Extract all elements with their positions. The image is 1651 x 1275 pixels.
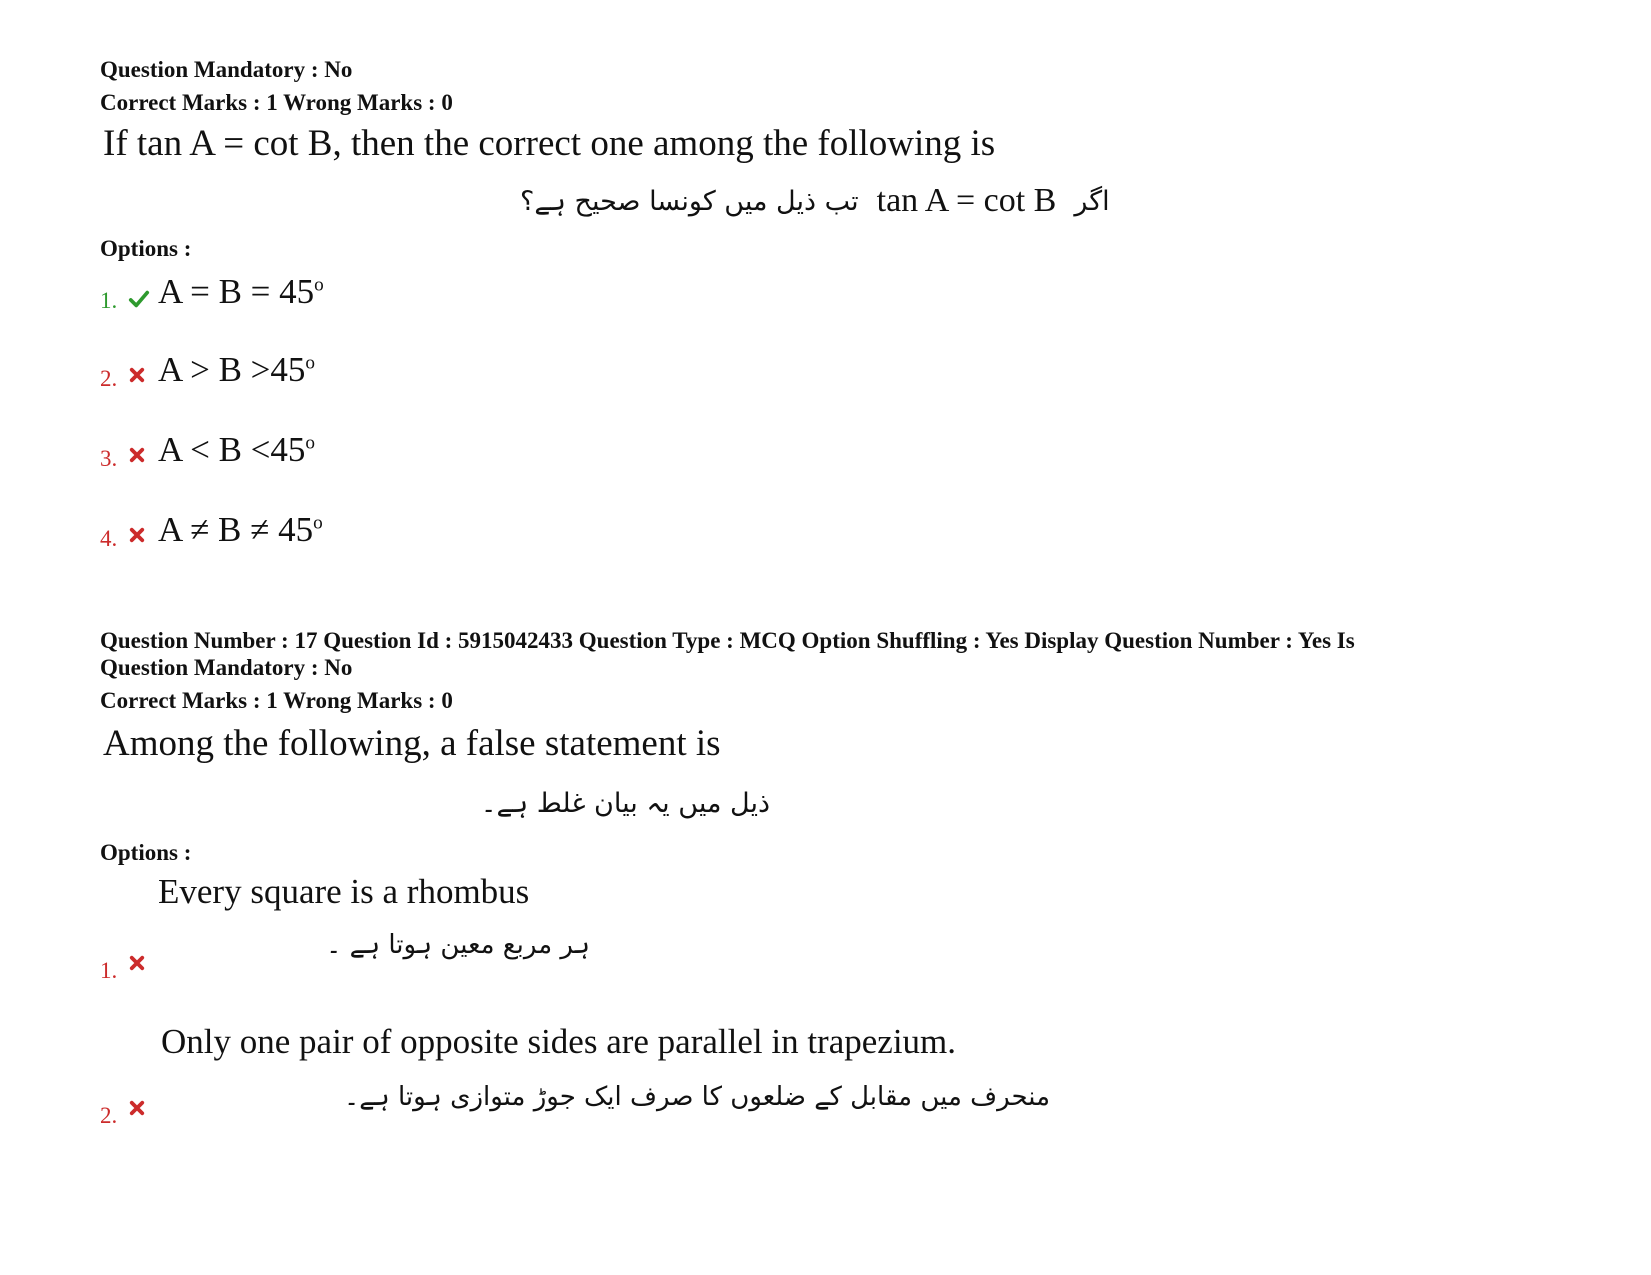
q16-question-urdu <box>520 182 1110 220</box>
option-number: 2. <box>100 1103 118 1128</box>
option-number: 2. <box>100 366 118 391</box>
q16-mandatory: Question Mandatory : No <box>100 57 353 82</box>
option-text-main: A < B <45 <box>158 430 306 469</box>
check-icon <box>128 288 150 310</box>
q17-options-label: Options : <box>100 840 192 865</box>
option-text-urdu: ہر مربع معین ہوتا ہے ۔ <box>326 930 590 960</box>
option-number: 3. <box>100 446 118 471</box>
option-text <box>158 350 315 390</box>
q16-options-label: Options : <box>100 236 192 261</box>
degree-superscript: o <box>313 512 323 534</box>
cross-icon <box>128 526 150 548</box>
option-text-urdu: منحرف میں مقابل کے ضلعوں کا صرف ایک جوڑ متوازی ہوتا ہے۔ <box>344 1082 1050 1112</box>
q16-marks: Correct Marks : 1 Wrong Marks : 0 <box>100 90 453 115</box>
option-text-main: A > B >45 <box>158 350 306 389</box>
cross-icon <box>128 366 150 388</box>
q16-question-text: If tan A = cot B, then the correct one among the following is <box>103 123 996 164</box>
q17-meta-line: Question Number : 17 Question Id : 5915042433 Question Type : MCQ Option Shuffling : Yes Display Question Number : Yes Is <box>100 628 1355 653</box>
q16-urdu-part-b: اگر <box>1074 185 1110 217</box>
q17-question-text: Among the following, a false statement is <box>103 723 721 764</box>
option-text <box>158 272 324 312</box>
option-text: Every square is a rhombus <box>158 872 530 911</box>
degree-superscript: o <box>305 352 316 374</box>
option-number: 1. <box>100 958 118 983</box>
option-text <box>158 510 323 550</box>
option-text <box>158 430 315 470</box>
option-text: Only one pair of opposite sides are parallel in trapezium. <box>161 1022 957 1061</box>
option-number: 4. <box>100 526 118 551</box>
degree-superscript: o <box>305 432 316 454</box>
q17-mandatory: Question Mandatory : No <box>100 655 353 680</box>
cross-icon <box>128 954 150 976</box>
option-text-main: A ≠ B ≠ 45 <box>158 510 314 549</box>
q16-urdu-formula: tan A = cot B <box>876 182 1057 219</box>
q17-marks: Correct Marks : 1 Wrong Marks : 0 <box>100 688 453 713</box>
degree-superscript: o <box>314 274 324 296</box>
q16-urdu-part-a: تب ذیل میں کونسا صحیح ہے؟ <box>520 185 859 217</box>
option-number: 1. <box>100 288 118 313</box>
cross-icon <box>128 446 150 468</box>
option-text-main: A = B = 45 <box>158 272 315 311</box>
q17-question-urdu: ذیل میں یہ بیان غلط ہے۔ <box>480 788 770 819</box>
cross-icon <box>128 1099 150 1121</box>
